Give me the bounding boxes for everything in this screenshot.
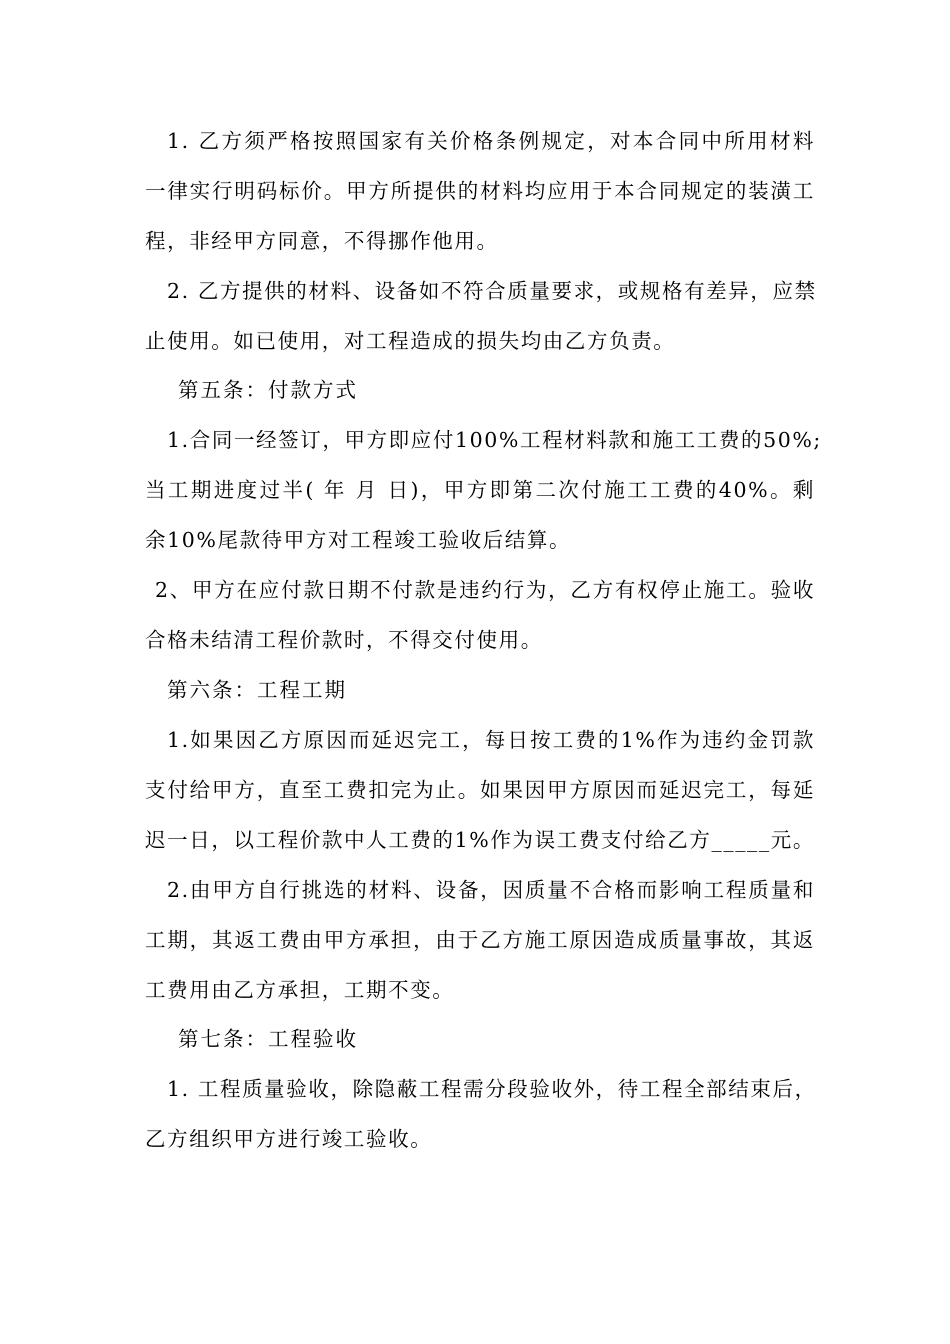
paragraph-line: 2.由甲方自行挑选的材料、设备，因质量不合格而影响工程质量和 xyxy=(167,878,815,902)
paragraph-line: 工费用由乙方承担，工期不变。 xyxy=(145,978,455,1002)
section-heading: 第六条：工程工期 xyxy=(167,678,347,702)
paragraph-line: 止使用。如已使用，对工程造成的损失均由乙方负责。 xyxy=(145,329,676,353)
paragraph-line: 当工期进度过半( 年 月 日)，甲方即第二次付施工工费的40%。剩 xyxy=(145,478,815,502)
paragraph-line: 迟一日，以工程价款中人工费的1%作为误工费支付给乙方_____元。 xyxy=(145,828,815,852)
paragraph-line: 余10%尾款待甲方对工程竣工验收后结算。 xyxy=(145,528,572,552)
paragraph-line: 乙方组织甲方进行竣工验收。 xyxy=(145,1127,433,1151)
paragraph-line: 1.合同一经签订，甲方即应付100%工程材料款和施工工费的50%; xyxy=(167,428,822,452)
paragraph-line: 合格未结清工程价款时，不得交付使用。 xyxy=(145,628,543,652)
paragraph-line: 工期，其返工费由甲方承担，由于乙方施工原因造成质量事故，其返 xyxy=(145,928,815,952)
paragraph-line: 一律实行明码标价。甲方所提供的材料均应用于本合同规定的装潢工 xyxy=(145,179,815,203)
paragraph-line: 支付给甲方，直至工费扣完为止。如果因甲方原因而延迟完工，每延 xyxy=(145,778,815,802)
paragraph-line: 2、甲方在应付款日期不付款是违约行为，乙方有权停止施工。验收 xyxy=(155,578,815,602)
section-heading: 第七条：工程验收 xyxy=(178,1027,358,1051)
paragraph-line: 1. 工程质量验收，除隐蔽工程需分段验收外，待工程全部结束后， xyxy=(167,1077,817,1101)
paragraph-line: 程，非经甲方同意，不得挪作他用。 xyxy=(145,229,499,253)
paragraph-line: 2. 乙方提供的材料、设备如不符合质量要求，或规格有差异，应禁 xyxy=(167,279,817,303)
paragraph-line: 1.如果因乙方原因而延迟完工，每日按工费的1%作为违约金罚款 xyxy=(167,728,815,752)
section-heading: 第五条：付款方式 xyxy=(178,378,358,402)
paragraph-line: 1. 乙方须严格按照国家有关价格条例规定，对本合同中所用材料 xyxy=(167,129,815,153)
